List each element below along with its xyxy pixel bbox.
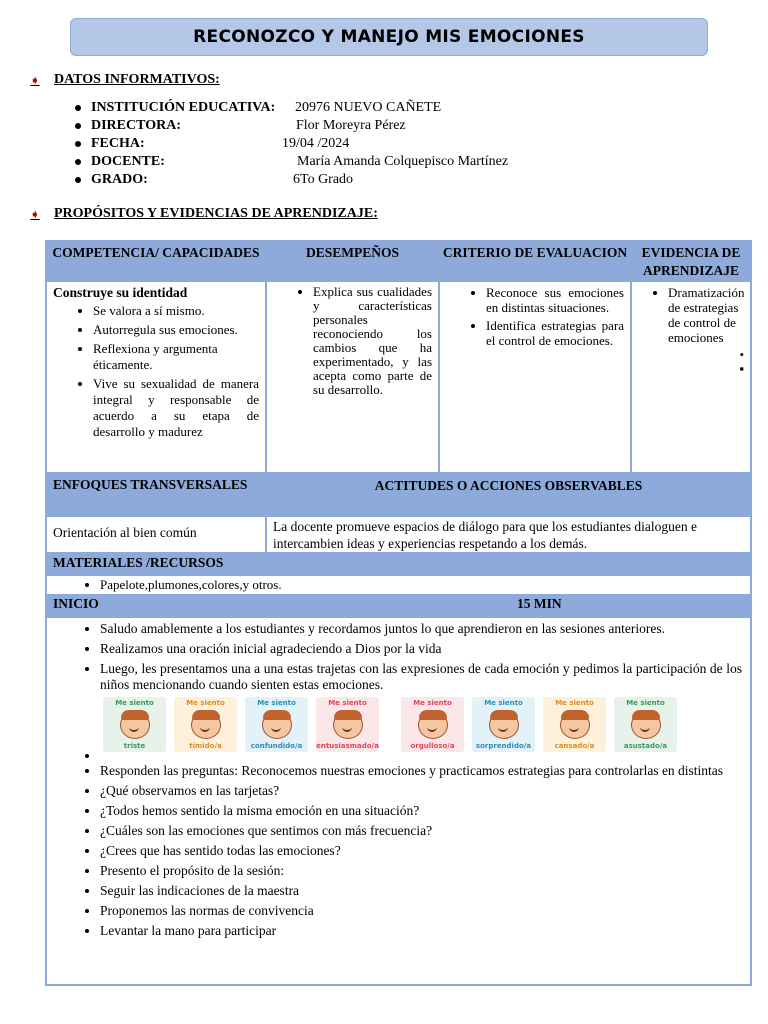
- stray-bullets: • ▪: [739, 347, 744, 376]
- face-icon: [120, 711, 150, 739]
- emotion-card: [472, 697, 535, 752]
- card-emotion-label: orgulloso/a: [410, 742, 455, 750]
- face-icon: [418, 711, 448, 739]
- list-item: • Responden las preguntas: Reconocemos nuestras emociones y practicamos estrategias para controlarlas en distintas: [100, 763, 742, 779]
- list-item: • Saludo amablemente a los estudiantes y recordamos juntos lo que aprendieron en las sesiones anteriores.: [100, 621, 742, 637]
- inicio-list-b: [47, 748, 742, 939]
- planning-table: [45, 240, 752, 986]
- enfoques-header: ENFOQUES TRANSVERSALES: [46, 473, 266, 516]
- header-desempenos: DESEMPEÑOS: [266, 241, 439, 281]
- list-item: • Identifica estrategias para el control de emociones.: [486, 318, 624, 348]
- card-emotion-label: asustado/a: [623, 742, 668, 750]
- list-item: • Vive su sexualidad de manera integral y responsable de acuerdo a su etapa de desarrollo y madurez: [93, 376, 259, 440]
- card-emotion-label: triste: [123, 742, 146, 750]
- card-emotion-label: confundido/a: [250, 742, 303, 750]
- face-icon: [489, 711, 519, 739]
- list-item: • Proponemos las normas de convivencia: [100, 903, 742, 919]
- emotion-card: [174, 697, 237, 752]
- emotion-card: [245, 697, 308, 752]
- emotion-card: [543, 697, 606, 752]
- face-icon: [560, 711, 590, 739]
- inicio-label: INICIO: [53, 596, 99, 611]
- list-item: • Levantar la mano para participar: [100, 923, 742, 939]
- card-emotion-label: sorprendido/a: [475, 742, 532, 750]
- info-value: 20976 NUEVO CAÑETE: [295, 100, 442, 115]
- list-item: • Luego, les presentamos una a una estas trajetas con las expresiones de cada emoción y pedimos la participación de los niños mencionando cuando sienten estas emociones.: [100, 661, 742, 693]
- materiales-header: MATERIALES /RECURSOS: [46, 553, 751, 575]
- inicio-time: 15 MIN: [517, 596, 562, 611]
- arrow-bullet-icon: ➧: [30, 74, 40, 87]
- criterios-list: [440, 285, 624, 348]
- inicio-list-a: [47, 621, 742, 693]
- info-value: Flor Moreyra Pérez: [296, 118, 406, 133]
- card-top-text: Me siento: [626, 699, 665, 707]
- info-value: María Amanda Colquepisco Martínez: [297, 154, 509, 169]
- face-icon: [333, 711, 363, 739]
- card-top-text: Me siento: [484, 699, 523, 707]
- list-item: • Dramatización de estrategias de control de emociones: [668, 285, 746, 345]
- info-label: DIRECTORA:: [91, 118, 181, 133]
- capacidades-list: [53, 303, 259, 440]
- arrow-bullet-icon: ➧: [30, 208, 40, 221]
- section-datos-title: DATOS INFORMATIVOS:: [54, 72, 220, 87]
- info-label: GRADO:: [91, 172, 148, 187]
- header-competencia: COMPETENCIA/ CAPACIDADES: [46, 241, 266, 281]
- enfoque-value: Orientación al bien común: [46, 516, 266, 553]
- section-propositos-title: PROPÓSITOS Y EVIDENCIAS DE APRENDIZAJE:: [54, 206, 378, 221]
- emotion-cards: [103, 697, 742, 752]
- card-emotion-label: entusiasmado/a: [316, 742, 379, 750]
- list-item: • Presento el propósito de la sesión:: [100, 863, 742, 879]
- list-item: • ¿Cuáles son las emociones que sentimos con más frecuencia?: [100, 823, 742, 839]
- card-emotion-label: tímido/a: [189, 742, 222, 750]
- list-item: • Seguir las indicaciones de la maestra: [100, 883, 742, 899]
- list-item: • Reconoce sus emociones en distintas situaciones.: [486, 285, 624, 315]
- inicio-body: [46, 617, 751, 985]
- emotion-card: [614, 697, 677, 752]
- card-top-text: Me siento: [413, 699, 452, 707]
- materiales-cell: [46, 575, 751, 595]
- list-item: • ¿Qué observamos en las tarjetas?: [100, 783, 742, 799]
- competencia-title: Construye su identidad: [53, 285, 188, 300]
- list-item: • Autorregula sus emociones.: [93, 322, 259, 338]
- list-item: • Reflexiona y argumenta éticamente.: [93, 341, 259, 373]
- list-item: • Realizamos una oración inicial agradeciendo a Dios por la vida: [100, 641, 742, 657]
- competencia-cell: [46, 281, 266, 473]
- title-banner: [70, 18, 708, 56]
- materiales-list: [47, 577, 750, 593]
- actitudes-header: ACTITUDES O ACCIONES OBSERVABLES: [266, 473, 751, 516]
- header-criterio: CRITERIO DE EVALUACION: [439, 241, 631, 281]
- section-datos: [28, 72, 220, 88]
- desempenos-list: [267, 285, 432, 397]
- info-value: 19/04 /2024: [282, 136, 350, 151]
- face-icon: [262, 711, 292, 739]
- emotion-card: [316, 697, 379, 752]
- page-title: RECONOZCO Y MANEJO MIS EMOCIONES: [193, 27, 585, 47]
- list-item: • Explica sus cualidades y características personales reconociendo los cambios que ha experimentado, y las acepta como parte de su desarrollo.: [313, 285, 432, 397]
- list-item: • ¿Todos hemos sentido la misma emoción en una situación?: [100, 803, 742, 819]
- actitud-value: La docente promueve espacios de diálogo para que los estudiantes dialoguen e intercambien ideas y experiencias respetando a los demás.: [266, 516, 751, 553]
- list-item: • ¿Crees que has sentido todas las emociones?: [100, 843, 742, 859]
- evidencia-cell: [631, 281, 751, 473]
- list-item: • Se valora a sí mismo.: [93, 303, 259, 319]
- face-icon: [191, 711, 221, 739]
- emotion-card: [103, 697, 166, 752]
- info-label: INSTITUCIÓN EDUCATIVA:: [91, 100, 276, 115]
- card-top-text: Me siento: [257, 699, 296, 707]
- info-value: 6To Grado: [293, 172, 354, 187]
- header-evidencia: EVIDENCIA DE APRENDIZAJE: [631, 241, 751, 281]
- card-top-text: Me siento: [555, 699, 594, 707]
- card-emotion-label: cansado/a: [554, 742, 595, 750]
- list-item: • Papelote,plumones,colores,y otros.: [100, 577, 750, 593]
- section-propositos: [28, 206, 378, 222]
- emotion-card: [401, 697, 464, 752]
- desempenos-cell: [266, 281, 439, 473]
- inicio-header: [46, 595, 751, 617]
- info-label: DOCENTE:: [91, 154, 165, 169]
- card-top-text: Me siento: [328, 699, 367, 707]
- info-label: FECHA:: [91, 136, 145, 151]
- card-top-text: Me siento: [186, 699, 225, 707]
- card-top-text: Me siento: [115, 699, 154, 707]
- criterio-cell: [439, 281, 631, 473]
- evidencia-list: [632, 285, 746, 345]
- face-icon: [631, 711, 661, 739]
